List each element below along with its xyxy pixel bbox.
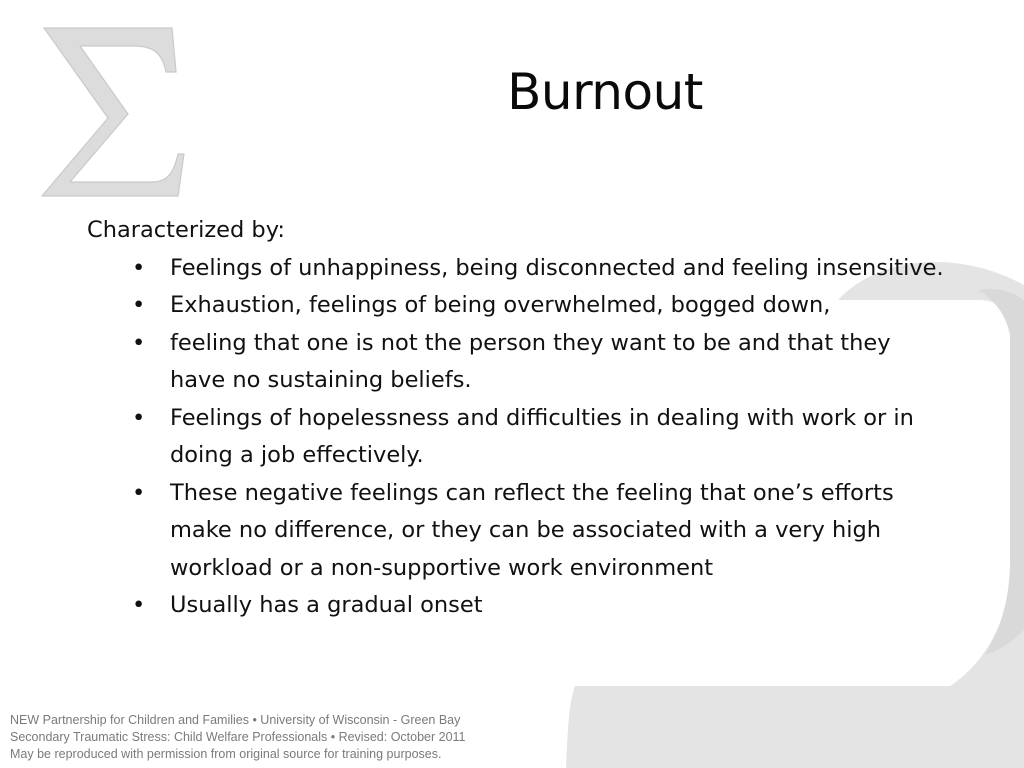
bullet-text: These negative feelings can reflect the feeling that one’s efforts make no difference, or they can be associated with a very high workload or a non-supportive work environment (170, 479, 894, 581)
bullet-icon: • (132, 292, 146, 318)
intro-text: Characterized by: (87, 217, 285, 243)
bullet-icon: • (132, 254, 146, 281)
bullet-icon: • (132, 479, 146, 506)
slide-title: Burnout (507, 63, 703, 121)
list-item (87, 287, 947, 325)
bullet-text: Exhaustion, feelings of being overwhelmed, bogged down, (170, 292, 831, 318)
bullet-icon: • (132, 404, 146, 431)
bullet-text: Usually has a gradual onset (170, 592, 483, 618)
list-item (87, 475, 947, 588)
list-item (87, 400, 947, 475)
list-item (87, 250, 947, 288)
footer-credits (10, 712, 466, 763)
bullet-icon: • (132, 329, 146, 356)
slide-body (87, 212, 947, 625)
bullet-text: Feelings of unhappiness, being disconnected and feeling insensitive. (170, 254, 944, 281)
list-item (87, 325, 947, 400)
bullet-list (87, 250, 947, 625)
bullet-text: feeling that one is not the person they want to be and that they have no sustaining beliefs. (170, 329, 891, 393)
list-item (87, 587, 947, 625)
bullet-icon: • (132, 592, 146, 618)
sigma-icon (36, 22, 186, 200)
footer-line: May be reproduced with permission from original source for training purposes. (10, 747, 442, 761)
footer-line: Secondary Traumatic Stress: Child Welfare Professionals • Revised: October 2011 (10, 730, 466, 744)
footer-line: NEW Partnership for Children and Families • University of Wisconsin - Green Bay (10, 713, 461, 727)
bullet-text: Feelings of hopelessness and difficulties in dealing with work or in doing a job effectively. (170, 404, 914, 468)
